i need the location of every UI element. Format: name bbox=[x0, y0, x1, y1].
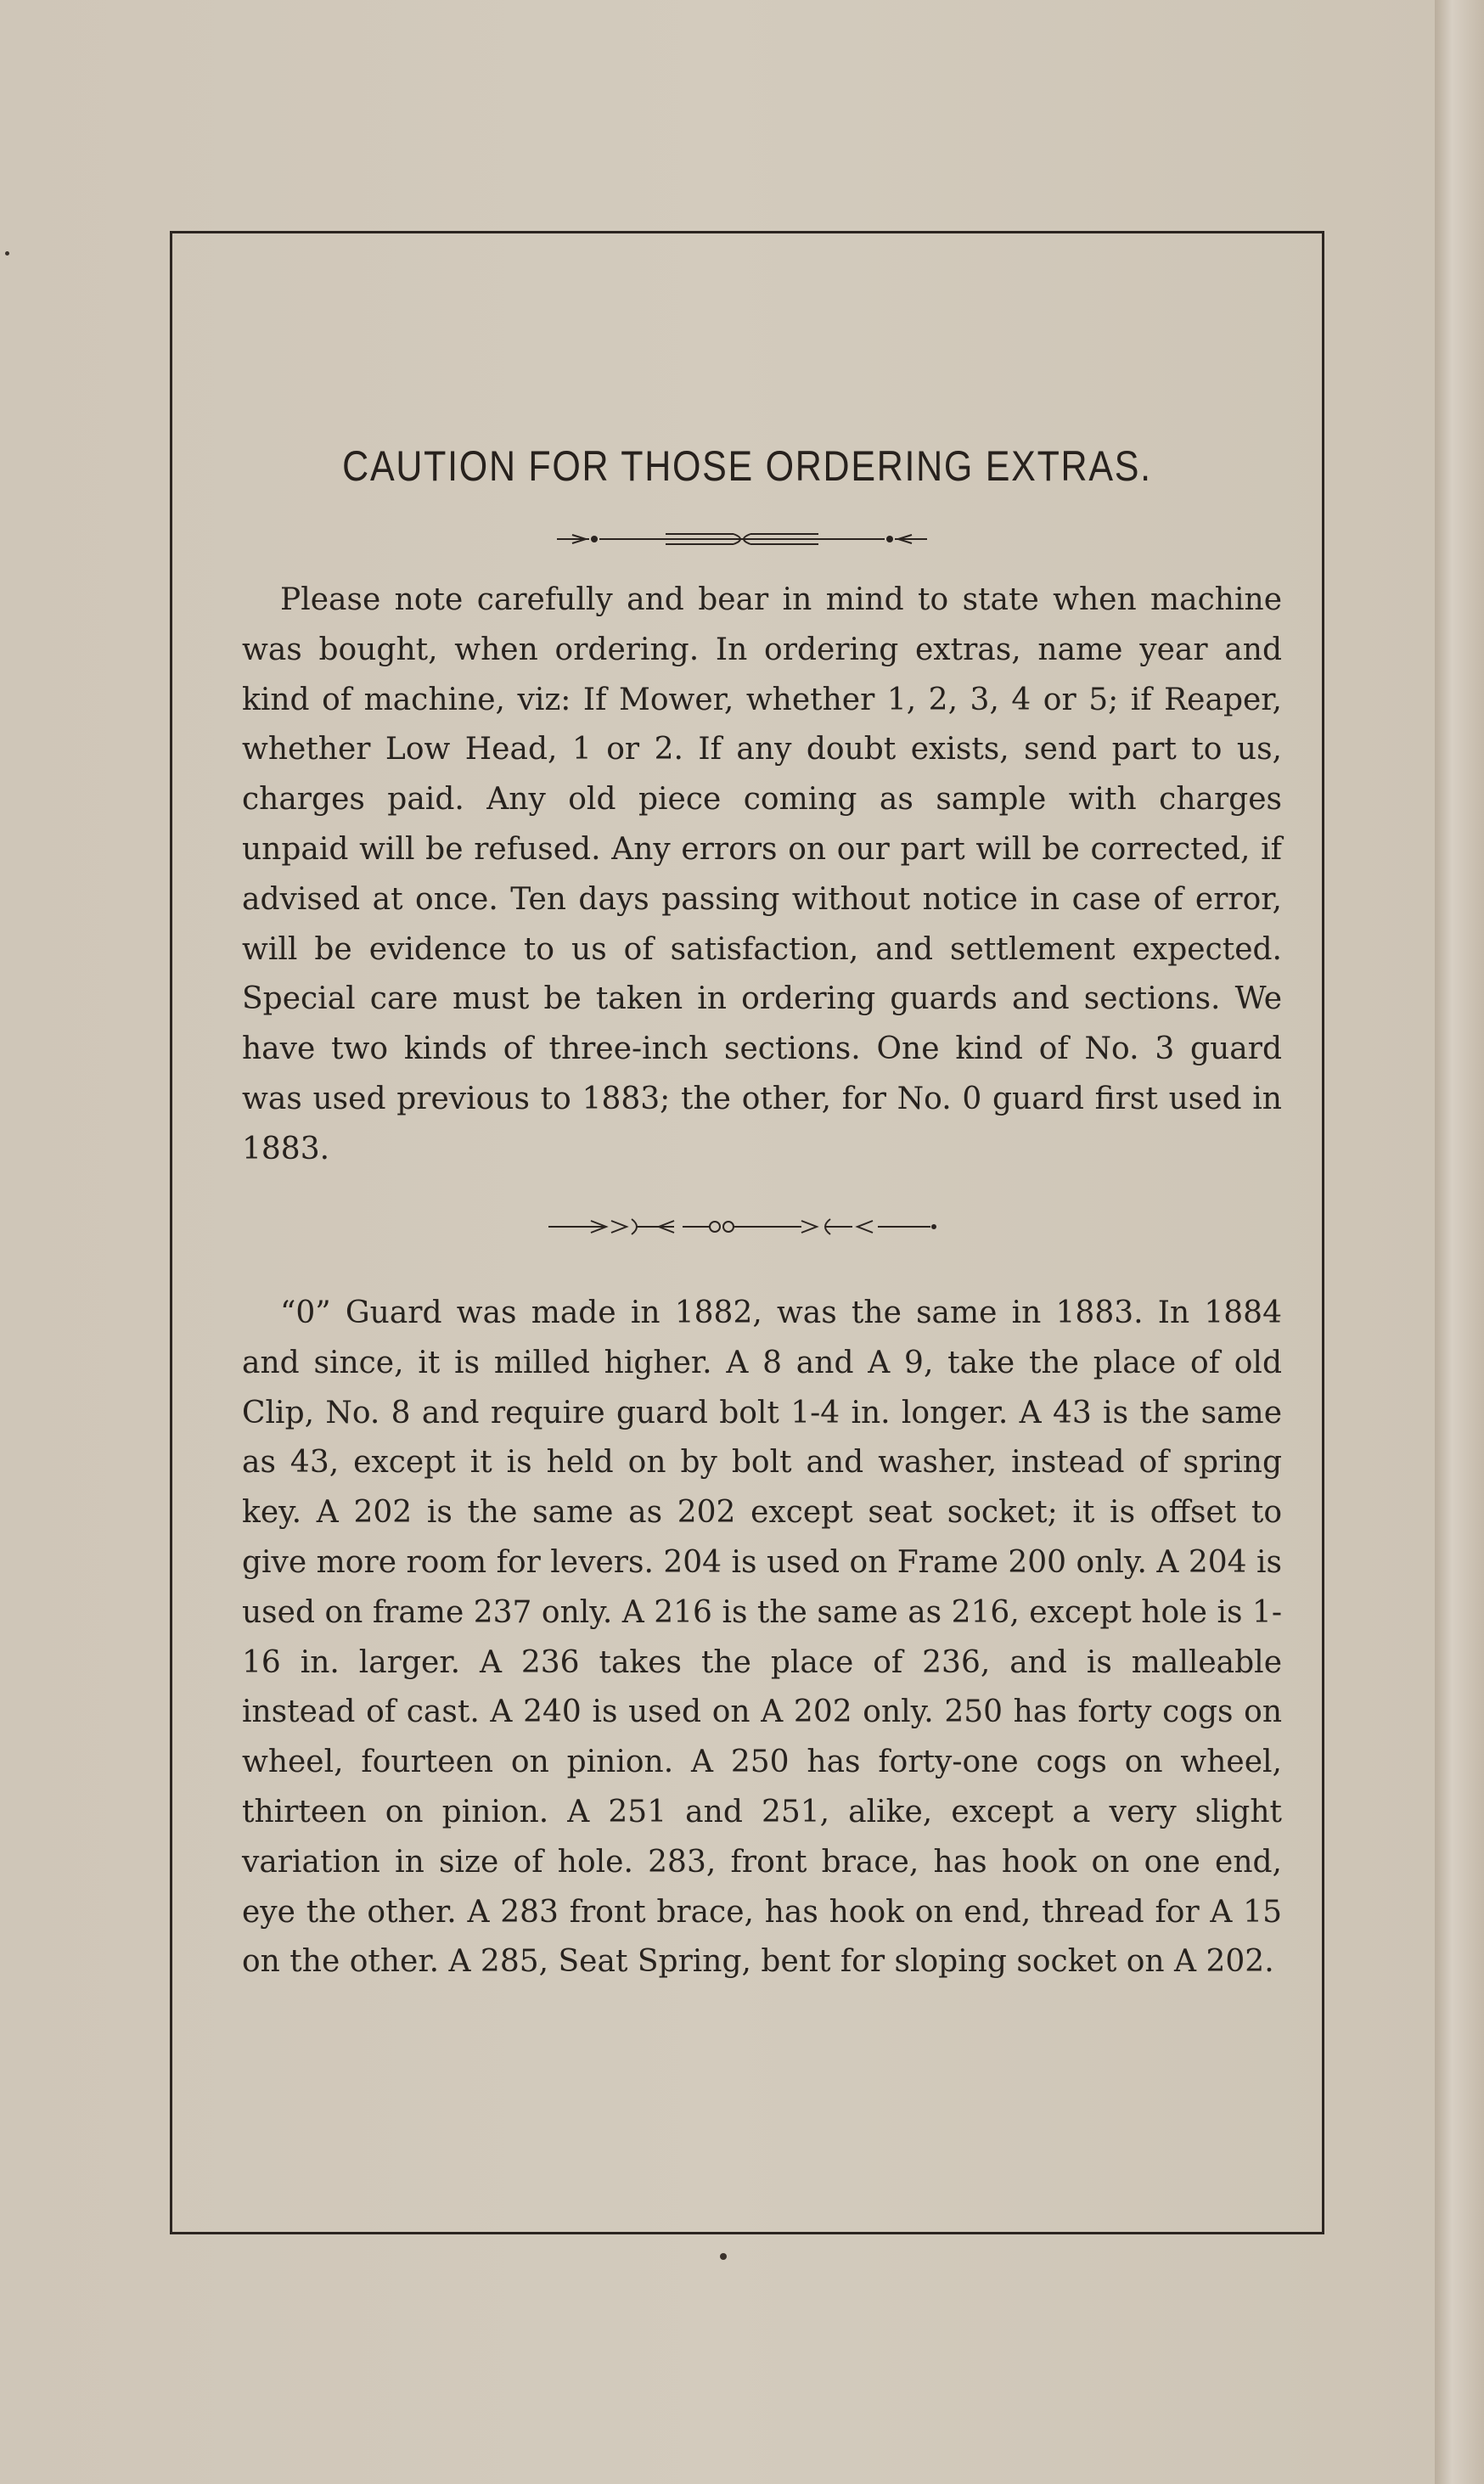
ink-speck bbox=[720, 2253, 727, 2260]
paragraph-guard-notes: “0” Guard was made in 1882, was the same in 1883. In 1884 and since, it is milled higher. A 8 and A 9, take the place of old Clip, No. 8 and require guard bolt 1-4 in. longer. A 43 is the same as 43, except it is held on by bolt and washer, instead of spring key. A 202 is the same as 202 except seat socket; it is offset to give more room for levers. 204 is used on Frame 200 only. A 204 is used on frame 237 only. A 216 is the same as 216, except hole is 1-16 in. larger. A 236 takes the place of 236, and is malleable instead of cast. A 240 is used on A 202 only. 250 has forty cogs on wheel, fourteen on pinion. A 250 has forty-one cogs on wheel, thirteen on pinion. A 251 and 251, alike, except a very slight variation in size of hole. 283, front brace, has hook on one end, eye the other. A 283 front brace, has hook on end, thread for A 15 on the other. A 285, Seat Spring, bent for sloping socket on A 202. bbox=[242, 1295, 1282, 1980]
title-ornament bbox=[0, 525, 1484, 557]
section-ornament bbox=[0, 1212, 1484, 1245]
page-title: CAUTION FOR THOSE ORDERING EXTRAS. bbox=[342, 442, 1152, 490]
paragraph-caution: Please note carefully and bear in mind to state when machine was bought, when ordering. In ordering extras, name year and kind of machine, viz: If Mower, whether 1, 2, 3, 4 or 5; if Reaper, whether Low Head, 1 or 2. If any doubt exists, send part to us, charges paid. Any old piece coming as sample with charges unpaid will be refused. Any errors on our part will be corrected, if advised at once. Ten days passing without notice in case of error, will be evidence to us of satisfaction, and settlement expected. Special care must be taken in ordering guards and sections. We have two kinds of three-inch sections. One kind of No. 3 guard was used previous to 1883; the other, for No. 0 guard first used in 1883. bbox=[242, 582, 1282, 1166]
ink-speck bbox=[5, 251, 9, 256]
